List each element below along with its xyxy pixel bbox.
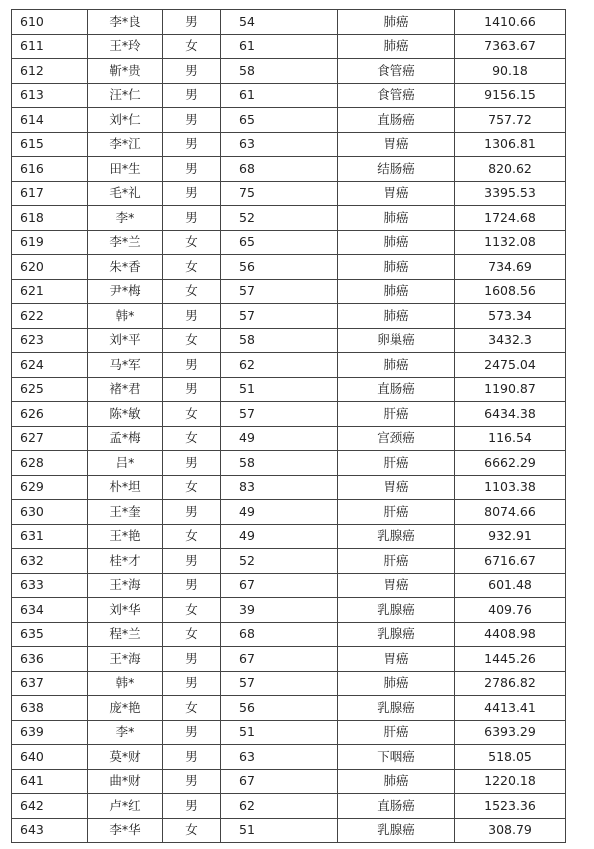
cell-diagnosis: 肺癌 [338, 769, 455, 794]
cell-sex: 女 [163, 598, 221, 623]
cell-diagnosis: 肺癌 [338, 230, 455, 255]
cell-age: 51 [221, 377, 338, 402]
cell-record-number: 616 [12, 157, 88, 182]
cell-amount: 1410.66 [455, 10, 566, 35]
cell-diagnosis: 肝癌 [338, 500, 455, 525]
cell-sex: 男 [163, 720, 221, 745]
table-row [12, 745, 566, 770]
cell-record-number: 628 [12, 451, 88, 476]
cell-age: 68 [221, 622, 338, 647]
cell-amount: 518.05 [455, 745, 566, 770]
cell-amount: 1132.08 [455, 230, 566, 255]
cell-record-number: 612 [12, 59, 88, 84]
cell-amount: 90.18 [455, 59, 566, 84]
cell-age: 75 [221, 181, 338, 206]
cell-amount: 6662.29 [455, 451, 566, 476]
cell-patient-name: 王*奎 [88, 500, 163, 525]
cell-record-number: 630 [12, 500, 88, 525]
cell-age: 61 [221, 83, 338, 108]
cell-amount: 4413.41 [455, 696, 566, 721]
cell-patient-name: 李*华 [88, 818, 163, 843]
cell-amount: 7363.67 [455, 34, 566, 59]
cell-age: 56 [221, 696, 338, 721]
cell-amount: 6393.29 [455, 720, 566, 745]
cell-age: 63 [221, 132, 338, 157]
table-row [12, 10, 566, 35]
table-row [12, 524, 566, 549]
cell-age: 51 [221, 720, 338, 745]
cell-patient-name: 王*海 [88, 647, 163, 672]
cell-age: 51 [221, 818, 338, 843]
cell-amount: 308.79 [455, 818, 566, 843]
cell-record-number: 620 [12, 255, 88, 280]
cell-sex: 男 [163, 181, 221, 206]
cell-sex: 男 [163, 794, 221, 819]
cell-patient-name: 程*兰 [88, 622, 163, 647]
table-row [12, 34, 566, 59]
patient-cost-table-page [11, 9, 566, 843]
table-row [12, 206, 566, 231]
cell-record-number: 623 [12, 328, 88, 353]
cell-amount: 1190.87 [455, 377, 566, 402]
cell-record-number: 637 [12, 671, 88, 696]
table-row [12, 549, 566, 574]
table-row [12, 59, 566, 84]
cell-record-number: 627 [12, 426, 88, 451]
cell-sex: 男 [163, 304, 221, 329]
cell-diagnosis: 食管癌 [338, 83, 455, 108]
cell-amount: 757.72 [455, 108, 566, 133]
cell-age: 58 [221, 451, 338, 476]
cell-record-number: 615 [12, 132, 88, 157]
cell-diagnosis: 肺癌 [338, 10, 455, 35]
cell-diagnosis: 乳腺癌 [338, 524, 455, 549]
cell-patient-name: 尹*梅 [88, 279, 163, 304]
table-row [12, 500, 566, 525]
cell-sex: 男 [163, 59, 221, 84]
cell-age: 63 [221, 745, 338, 770]
cell-age: 65 [221, 230, 338, 255]
cell-age: 65 [221, 108, 338, 133]
table-row [12, 230, 566, 255]
cell-age: 57 [221, 279, 338, 304]
cell-diagnosis: 宫颈癌 [338, 426, 455, 451]
cell-sex: 男 [163, 377, 221, 402]
cell-sex: 女 [163, 818, 221, 843]
cell-patient-name: 庞*艳 [88, 696, 163, 721]
cell-record-number: 617 [12, 181, 88, 206]
table-row [12, 402, 566, 427]
cell-sex: 男 [163, 573, 221, 598]
cell-patient-name: 曲*财 [88, 769, 163, 794]
table-row [12, 108, 566, 133]
cell-amount: 820.62 [455, 157, 566, 182]
cell-diagnosis: 胃癌 [338, 181, 455, 206]
table-row [12, 598, 566, 623]
table-row [12, 451, 566, 476]
cell-patient-name: 田*生 [88, 157, 163, 182]
cell-amount: 573.34 [455, 304, 566, 329]
cell-diagnosis: 直肠癌 [338, 108, 455, 133]
cell-sex: 男 [163, 647, 221, 672]
cell-diagnosis: 肺癌 [338, 353, 455, 378]
cell-diagnosis: 肺癌 [338, 255, 455, 280]
cell-amount: 601.48 [455, 573, 566, 598]
cell-amount: 4408.98 [455, 622, 566, 647]
cell-patient-name: 毛*礼 [88, 181, 163, 206]
cell-sex: 男 [163, 353, 221, 378]
cell-sex: 男 [163, 451, 221, 476]
cell-record-number: 622 [12, 304, 88, 329]
cell-sex: 男 [163, 10, 221, 35]
cell-record-number: 634 [12, 598, 88, 623]
table-row [12, 304, 566, 329]
cell-age: 68 [221, 157, 338, 182]
cell-age: 57 [221, 304, 338, 329]
cell-amount: 1724.68 [455, 206, 566, 231]
cell-sex: 男 [163, 671, 221, 696]
cell-amount: 1445.26 [455, 647, 566, 672]
cell-age: 58 [221, 328, 338, 353]
table-row [12, 328, 566, 353]
cell-diagnosis: 肺癌 [338, 671, 455, 696]
cell-record-number: 613 [12, 83, 88, 108]
cell-record-number: 610 [12, 10, 88, 35]
cell-patient-name: 王*艳 [88, 524, 163, 549]
cell-patient-name: 李*兰 [88, 230, 163, 255]
cell-amount: 932.91 [455, 524, 566, 549]
cell-patient-name: 马*军 [88, 353, 163, 378]
cell-record-number: 639 [12, 720, 88, 745]
cell-sex: 女 [163, 328, 221, 353]
cell-patient-name: 刘*平 [88, 328, 163, 353]
cell-record-number: 626 [12, 402, 88, 427]
cell-age: 54 [221, 10, 338, 35]
cell-patient-name: 汪*仁 [88, 83, 163, 108]
cell-age: 67 [221, 573, 338, 598]
table-row [12, 157, 566, 182]
cell-patient-name: 褚*君 [88, 377, 163, 402]
cell-age: 57 [221, 671, 338, 696]
cell-age: 49 [221, 426, 338, 451]
cell-patient-name: 靳*贵 [88, 59, 163, 84]
cell-diagnosis: 下咽癌 [338, 745, 455, 770]
cell-amount: 8074.66 [455, 500, 566, 525]
cell-sex: 男 [163, 108, 221, 133]
cell-diagnosis: 乳腺癌 [338, 622, 455, 647]
cell-sex: 女 [163, 696, 221, 721]
cell-patient-name: 朴*坦 [88, 475, 163, 500]
cell-diagnosis: 胃癌 [338, 132, 455, 157]
cell-amount: 1608.56 [455, 279, 566, 304]
table-row [12, 279, 566, 304]
cell-patient-name: 李*江 [88, 132, 163, 157]
table-row [12, 353, 566, 378]
cell-record-number: 621 [12, 279, 88, 304]
cell-sex: 女 [163, 230, 221, 255]
cell-age: 39 [221, 598, 338, 623]
cell-diagnosis: 结肠癌 [338, 157, 455, 182]
cell-record-number: 640 [12, 745, 88, 770]
cell-sex: 男 [163, 769, 221, 794]
cell-diagnosis: 胃癌 [338, 647, 455, 672]
cell-patient-name: 孟*梅 [88, 426, 163, 451]
cell-amount: 2475.04 [455, 353, 566, 378]
patient-cost-table [11, 9, 566, 843]
cell-record-number: 635 [12, 622, 88, 647]
cell-sex: 女 [163, 622, 221, 647]
cell-sex: 女 [163, 255, 221, 280]
cell-amount: 1306.81 [455, 132, 566, 157]
cell-patient-name: 刘*华 [88, 598, 163, 623]
cell-record-number: 638 [12, 696, 88, 721]
cell-age: 49 [221, 500, 338, 525]
cell-diagnosis: 肺癌 [338, 279, 455, 304]
cell-sex: 男 [163, 157, 221, 182]
cell-patient-name: 吕* [88, 451, 163, 476]
cell-patient-name: 韩* [88, 304, 163, 329]
cell-amount: 116.54 [455, 426, 566, 451]
cell-age: 62 [221, 353, 338, 378]
table-row [12, 573, 566, 598]
table-row [12, 426, 566, 451]
cell-sex: 男 [163, 500, 221, 525]
cell-diagnosis: 肺癌 [338, 304, 455, 329]
table-row [12, 83, 566, 108]
cell-patient-name: 李*良 [88, 10, 163, 35]
cell-diagnosis: 胃癌 [338, 475, 455, 500]
cell-age: 49 [221, 524, 338, 549]
cell-patient-name: 王*海 [88, 573, 163, 598]
cell-record-number: 629 [12, 475, 88, 500]
cell-age: 58 [221, 59, 338, 84]
cell-record-number: 614 [12, 108, 88, 133]
cell-age: 52 [221, 549, 338, 574]
cell-patient-name: 莫*财 [88, 745, 163, 770]
cell-sex: 男 [163, 745, 221, 770]
cell-diagnosis: 乳腺癌 [338, 818, 455, 843]
cell-amount: 1220.18 [455, 769, 566, 794]
cell-patient-name: 王*玲 [88, 34, 163, 59]
cell-sex: 女 [163, 279, 221, 304]
table-row [12, 671, 566, 696]
cell-record-number: 618 [12, 206, 88, 231]
cell-amount: 1523.36 [455, 794, 566, 819]
cell-record-number: 624 [12, 353, 88, 378]
table-row [12, 818, 566, 843]
table-body [12, 10, 566, 843]
cell-patient-name: 陈*敏 [88, 402, 163, 427]
cell-sex: 男 [163, 549, 221, 574]
table-row [12, 769, 566, 794]
cell-patient-name: 刘*仁 [88, 108, 163, 133]
cell-record-number: 636 [12, 647, 88, 672]
cell-diagnosis: 卵巢癌 [338, 328, 455, 353]
cell-amount: 3432.3 [455, 328, 566, 353]
cell-sex: 女 [163, 524, 221, 549]
cell-diagnosis: 肝癌 [338, 720, 455, 745]
table-row [12, 255, 566, 280]
cell-age: 62 [221, 794, 338, 819]
cell-patient-name: 桂*才 [88, 549, 163, 574]
table-row [12, 377, 566, 402]
table-row [12, 181, 566, 206]
cell-diagnosis: 直肠癌 [338, 794, 455, 819]
cell-age: 83 [221, 475, 338, 500]
table-row [12, 622, 566, 647]
cell-patient-name: 朱*香 [88, 255, 163, 280]
cell-diagnosis: 肝癌 [338, 402, 455, 427]
cell-amount: 6434.38 [455, 402, 566, 427]
cell-record-number: 642 [12, 794, 88, 819]
cell-amount: 9156.15 [455, 83, 566, 108]
cell-diagnosis: 胃癌 [338, 573, 455, 598]
cell-amount: 3395.53 [455, 181, 566, 206]
cell-age: 67 [221, 769, 338, 794]
cell-amount: 6716.67 [455, 549, 566, 574]
cell-age: 56 [221, 255, 338, 280]
cell-diagnosis: 食管癌 [338, 59, 455, 84]
cell-diagnosis: 肺癌 [338, 206, 455, 231]
cell-sex: 男 [163, 206, 221, 231]
table-row [12, 647, 566, 672]
table-row [12, 132, 566, 157]
cell-record-number: 625 [12, 377, 88, 402]
table-row [12, 794, 566, 819]
cell-record-number: 643 [12, 818, 88, 843]
cell-diagnosis: 乳腺癌 [338, 696, 455, 721]
cell-record-number: 632 [12, 549, 88, 574]
cell-diagnosis: 直肠癌 [338, 377, 455, 402]
cell-diagnosis: 乳腺癌 [338, 598, 455, 623]
table-row [12, 475, 566, 500]
table-row [12, 720, 566, 745]
cell-patient-name: 李* [88, 206, 163, 231]
cell-age: 52 [221, 206, 338, 231]
cell-amount: 2786.82 [455, 671, 566, 696]
cell-patient-name: 李* [88, 720, 163, 745]
cell-record-number: 631 [12, 524, 88, 549]
cell-sex: 男 [163, 83, 221, 108]
cell-record-number: 619 [12, 230, 88, 255]
cell-diagnosis: 肝癌 [338, 451, 455, 476]
cell-age: 57 [221, 402, 338, 427]
cell-amount: 734.69 [455, 255, 566, 280]
cell-sex: 女 [163, 426, 221, 451]
cell-diagnosis: 肝癌 [338, 549, 455, 574]
cell-age: 61 [221, 34, 338, 59]
cell-amount: 409.76 [455, 598, 566, 623]
cell-patient-name: 韩* [88, 671, 163, 696]
cell-sex: 女 [163, 402, 221, 427]
cell-sex: 女 [163, 475, 221, 500]
cell-record-number: 611 [12, 34, 88, 59]
cell-sex: 女 [163, 34, 221, 59]
cell-diagnosis: 肺癌 [338, 34, 455, 59]
cell-amount: 1103.38 [455, 475, 566, 500]
cell-patient-name: 卢*红 [88, 794, 163, 819]
cell-age: 67 [221, 647, 338, 672]
cell-record-number: 641 [12, 769, 88, 794]
cell-sex: 男 [163, 132, 221, 157]
table-row [12, 696, 566, 721]
cell-record-number: 633 [12, 573, 88, 598]
